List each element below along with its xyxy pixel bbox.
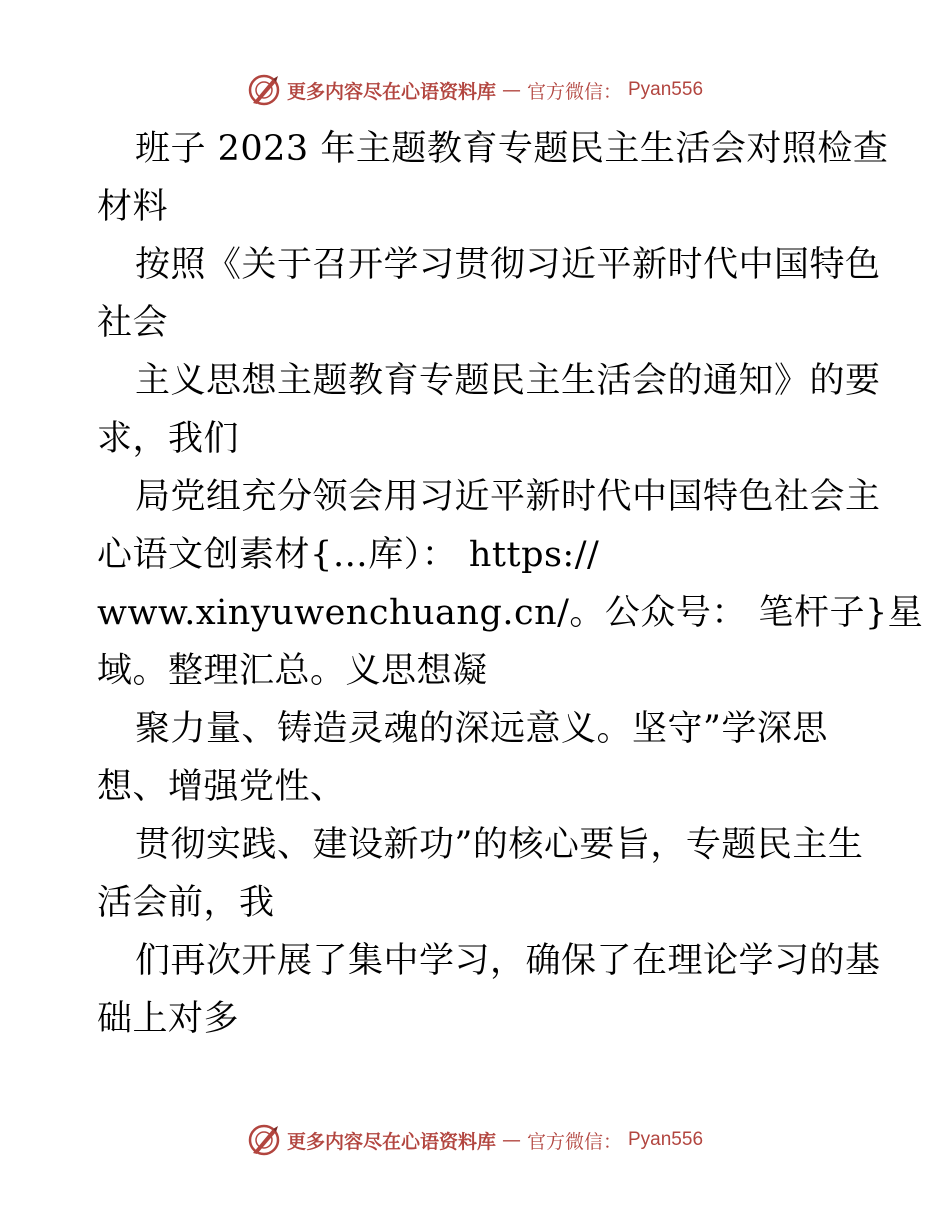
text-line: 活会前，我 bbox=[97, 883, 275, 923]
text-line: 局党组充分领会用习近平新时代中国特色社会主 bbox=[135, 477, 881, 517]
watermark-text: 更多内容尽在心语资料库 bbox=[286, 80, 496, 103]
watermark-separator: — bbox=[501, 79, 521, 101]
text-line: 聚力量、铸造灵魂的深远意义。坚守”学深思 bbox=[135, 709, 828, 749]
quill-seal-icon bbox=[247, 1123, 281, 1157]
watermark-wechat-label: 官方微信： bbox=[526, 80, 622, 103]
text-line: 按照《关于召开学习贯彻习近平新时代中国特色 bbox=[135, 245, 881, 285]
watermark-footer bbox=[247, 1123, 703, 1157]
text-line: 求，我们 bbox=[97, 419, 240, 459]
text-line: 贯彻实践、建设新功”的核心要旨，专题民主生 bbox=[135, 825, 864, 865]
watermark-wechat-id: Pyan556 bbox=[628, 79, 704, 100]
page-header bbox=[0, 70, 950, 110]
quill-seal-icon bbox=[247, 73, 281, 107]
text-line: www.xinyuwenchuang.cn/。公众号： 笔杆子}星 bbox=[97, 593, 924, 633]
document-body bbox=[97, 120, 924, 1048]
watermark-wechat-label: 官方微信： bbox=[526, 1130, 622, 1153]
text-line: 想、增强党性、 bbox=[97, 767, 346, 807]
text-line: 们再次开展了集中学习，确保了在理论学习的基 bbox=[135, 941, 881, 981]
page-footer bbox=[0, 1120, 950, 1160]
text-line: 心语文创素材{…库）： https:// bbox=[97, 535, 600, 575]
text-line: 材料 bbox=[97, 187, 169, 227]
text-line: 础上对多 bbox=[97, 999, 240, 1039]
text-line: 主义思想主题教育专题民主生活会的通知》的要 bbox=[135, 361, 881, 401]
text-line: 班子 2023 年主题教育专题民主生活会对照检查 bbox=[135, 129, 889, 169]
text-line: 社会 bbox=[97, 303, 169, 343]
watermark-header bbox=[247, 73, 703, 107]
watermark-text: 更多内容尽在心语资料库 bbox=[286, 1130, 496, 1153]
text-line: 域。整理汇总。义思想凝 bbox=[97, 651, 488, 691]
watermark-wechat-id: Pyan556 bbox=[628, 1129, 704, 1150]
watermark-separator: — bbox=[501, 1129, 521, 1151]
